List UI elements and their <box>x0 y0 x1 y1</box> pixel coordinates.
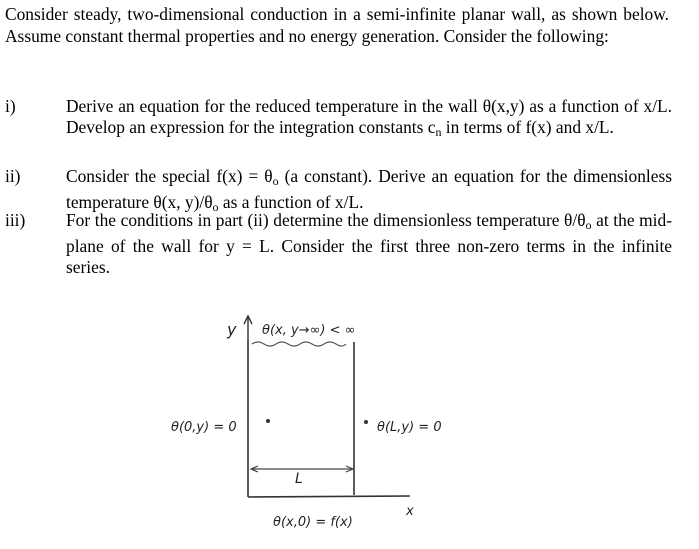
part-text: Derive an equation for the reduced temperature in the wall θ(x,y) as a function of x/L. Develop an expression for the integration constants $c_n$ in terms of f(x) and x/L. <box>66 96 672 139</box>
part-number: i) <box>5 96 16 116</box>
left-boundary-label: θ(0,y) = 0 <box>171 420 237 435</box>
top-boundary-label: θ(x, y→∞) < ∞ <box>262 323 356 338</box>
part-text: For the conditions in part (ii) determine the dimensionless temperature $\theta/\theta_o$ at the mid-plane of the wall for y = L. Consider the first three non-zero terms in the infinite series. <box>66 210 672 277</box>
bottom-line <box>248 496 410 497</box>
x-axis-label: x <box>406 504 414 519</box>
y-axis-label: y <box>227 320 237 339</box>
right-boundary-label: θ(L,y) = 0 <box>377 420 442 435</box>
part-number: ii) <box>5 166 21 186</box>
problem-intro: Consider steady, two-dimensional conduction in a semi-infinite planar wall, as shown below. Assume constant thermal properties and no energy generation. Consider the following: <box>5 4 669 46</box>
left-bc-point <box>266 419 270 423</box>
width-label: L <box>295 471 303 487</box>
top-wavy-line <box>252 342 346 346</box>
right-bc-point <box>364 420 368 424</box>
part-number: iii) <box>5 210 26 230</box>
part-text: Consider the special $f(x) = \theta_o$ (a constant). Derive an equation for the dimensionless temperature θ(x, $y)/\theta_o$ as a function of x/L. <box>66 166 672 214</box>
bottom-boundary-label: θ(x,0) = f(x) <box>273 515 353 530</box>
